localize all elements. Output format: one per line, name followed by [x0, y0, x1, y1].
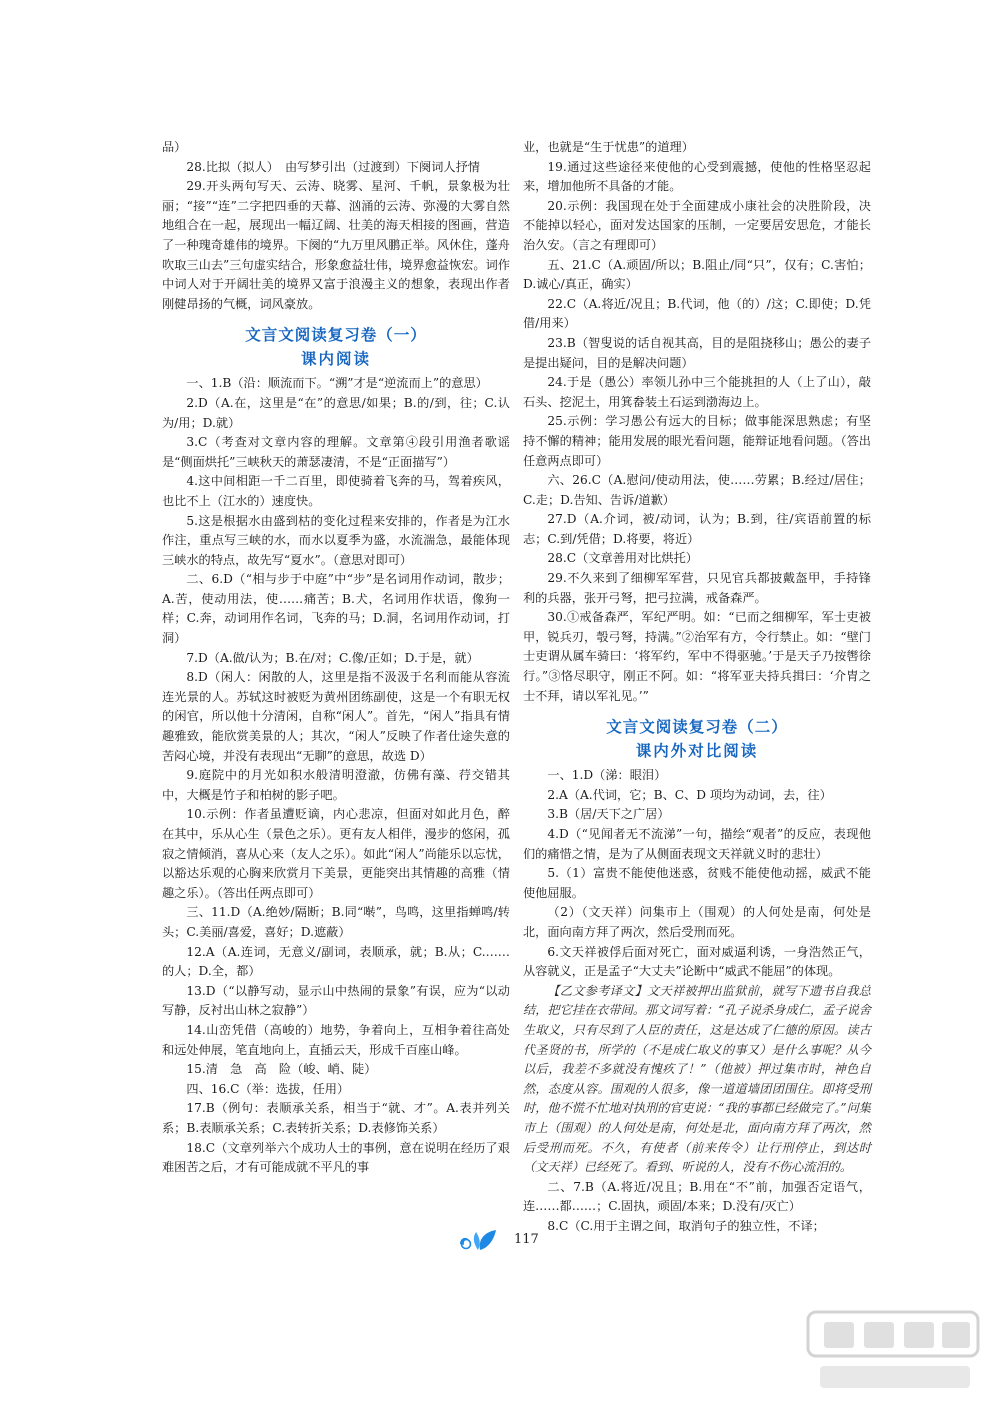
- answer-paragraph: 7.D（A.做/认为；B.在/对；C.像/正如；D.于是，就）: [186, 650, 479, 665]
- answer-paragraph: 二、7.B（A.将近/况且；B.用在“不”前，加强否定语气，连……都……；C.固执，顽固/本来；D.没有/灭亡）: [523, 1179, 871, 1214]
- answer-paragraph: 29.不久来到了细柳军军营，只见官兵都披戴盔甲，手持锋利的兵器，张开弓弩，把弓拉满，戒备森严。: [523, 571, 871, 605]
- answer-paragraph: 四、16.C（举：选拔，任用）: [186, 1081, 350, 1096]
- section-title: 文言文阅读复习卷（一）: [245, 326, 427, 345]
- answer-paragraph: 10.示例：作者虽遭贬谪，内心悲凉，但面对如此月色，醉在其中，乐从心生（景色之乐）。更有友人相伴，漫步的悠闲，孤寂之情倾消，喜从心来（友人之乐）。如此“闲人”尚能乐以忘忧，以豁达乐观的心胸来欣赏月下美景，更能突出其情趣的高雅（情趣之乐）。（答出任两点即可）: [162, 807, 510, 900]
- answer-paragraph: 17.B（例句：表顺承关系，相当于“就、才”。A.表并列关系；B.表顺承关系；C.表转折关系；D.表修饰关系）: [162, 1101, 510, 1135]
- answer-paragraph: 12.A（A.连词，无意义/副词，表顺承，就；B.从；C.……的人；D.全，都）: [162, 944, 510, 979]
- answer-paragraph: 13.D（“以静写动，显示山中热闹的景象”有误，应为“以动写静，反衬出山林之寂静”）: [162, 983, 510, 1018]
- answer-paragraph: 4.D（“见闻者无不流涕”一句，描绘“观者”的反应，表现他们的痛惜之情，是为了从侧面表现文天祥就义时的悲壮）: [523, 827, 871, 861]
- watermark-logo-icon: [800, 1300, 990, 1400]
- section-title: 课内阅读: [300, 350, 371, 369]
- answer-paragraph: 业，也就是“生于忧患”的道理）: [523, 140, 694, 154]
- answer-paragraph: 30.①戒备森严，军纪严明。如：“已而之细柳军，军士吏被甲，锐兵刃，彀弓弩，持满。”②治军有方，令行禁止。如：“壁门士吏谓从属车骑曰：‘将军约，军中不得驱驰。’于是天子乃按辔徐行。”③恪尽职守，刚正不阿。如：“将军亚夫持兵揖曰：‘介胄之士不拜，请以军礼见。’”: [523, 610, 871, 703]
- answer-paragraph: 8.D（闲人：闲散的人，这里是指不汲汲于名利而能从容流连光景的人。苏轼这时被贬为黄州团练副使，这是一个有职无权的闲官，所以他十分清闲，自称“闲人”。首先，“闲人”指具有情趣雅致，能欣赏美景的人；其次，“闲人”反映了作者仕途失意的苦闷心境，并没有表现出“无聊”的意思，故选 D）: [162, 670, 510, 763]
- right-column: [523, 138, 871, 1236]
- leaf-logo-icon: [454, 1226, 506, 1254]
- answer-paragraph: 六、26.C（A.慰问/使动用法，使……劳累；B.经过/居住；C.走；D.告知、告诉/道歉）: [523, 473, 871, 507]
- answer-paragraph: 二、6.D（“相与步于中庭”中“步”是名词用作动词，散步；A.苦，使动用法，使……痛苦；B.犬，名词用作状语，像狗一样；C.奔，动词用作名词，飞奔的马；D.洞，名词用作动词，打洞）: [162, 572, 510, 646]
- page-footer: [0, 1228, 1000, 1268]
- answer-paragraph: 2.A（A.代词，它；B、C、D 项均为动词，去，往）: [547, 787, 832, 802]
- answer-paragraph: 29.开头两句写天、云涛、晓雾、星河、千帆，景象极为壮丽；“接”“连”二字把四垂的天幕、汹涌的云涛、弥漫的大雾自然地组合在一起，展现出一幅辽阔、壮美的海天相接的图画，营造了一种瑰奇雄伟的境界。下阕的“九万里风鹏正举。风休住，蓬舟吹取三山去”三句虚实结合，形象愈益壮伟，境界愈益恢宏。词作中词人对于开阔壮美的境界又富于浪漫主义的想象，表现出作者刚健昂扬的气概，词风豪放。: [162, 179, 510, 311]
- answer-paragraph: 18.C（文章列举六个成功人士的事例，意在说明在经历了艰难困苦之后，才有可能成就不平凡的事: [162, 1140, 510, 1175]
- answer-paragraph: 28.C（文章善用对比烘托）: [547, 551, 698, 566]
- answer-paragraph: 5.（1）富贵不能使他迷惑，贫贱不能使他动摇，威武不能使他屈服。: [523, 866, 871, 900]
- answer-paragraph: 4.这中间相距一千二百里，即使骑着飞奔的马，驾着疾风，也比不上（江水的）速度快。: [162, 474, 510, 508]
- page-number: 117: [514, 1232, 539, 1247]
- answer-paragraph: 19.通过这些途径来使他的心受到震撼，使他的性格坚忍起来，增加他所不具备的才能。: [523, 159, 871, 194]
- answer-paragraph: 14.山峦凭借（高峻的）地势，争着向上，互相争着往高处和远处伸展，笔直地向上，直插云天，形成千百座山峰。: [162, 1022, 510, 1057]
- answer-paragraph: 23.B（智叟说的话自视其高，目的是阻挠移山；愚公的妻子是提出疑问，目的是解决问题）: [523, 335, 871, 370]
- answer-paragraph: 五、21.C（A.顽固/所以；B.阻止/同“只”，仅有；C.害怕；D.诚心/真正，确实）: [523, 257, 871, 292]
- answer-paragraph: 28.比拟（拟人） 由写梦引出（过渡到）下阕词人抒情: [186, 159, 480, 174]
- answer-paragraph: 【乙文参考译文】文天祥被押出监狱前，就写下遗书自我总结，把它挂在衣带间。那文词写着：“孔子说杀身成仁，孟子说舍生取义，只有尽到了人臣的责任，这是达成了仁德的原因。读古代圣贤的书，所学的（不是成仁取义的事又）是什么事呢？从今以后，我差不多就没有愧疚了！”（他被）押过集市时，神色自然，态度从容。围观的人很多，像一道道墙团团围住。即将受刑时，他不慌不忙地对执刑的官吏说：“我的事都已经做完了。”问集市上（围观）的人何处是南，何处是北，面向南方拜了两次，然后受刑而死。不久，有使者（前来传令）让行刑停止，到达时（文天祥）已经死了。看到、听说的人，没有不伤心流泪的。: [523, 983, 871, 1175]
- section-title: 课内外对比阅读: [635, 742, 759, 761]
- answer-paragraph: 3.B（居/天下之广居）: [547, 807, 670, 822]
- answer-paragraph: 一、1.B（沿：顺流而下。“溯”才是“逆流而上”的意思）: [186, 376, 488, 391]
- answer-paragraph: 2.D（A.在，这里是“在”的意思/如果；B.的/到，往；C.认为/用；D.就）: [162, 395, 510, 430]
- left-column: [162, 138, 510, 1178]
- answer-paragraph: 6.文天祥被俘后面对死亡，面对威逼利诱，一身浩然正气，从容就义，正是孟子“大丈夫”论断中“威武不能屈”的体现。: [523, 944, 871, 979]
- answer-paragraph: 一、1.D（涕：眼泪）: [547, 768, 667, 783]
- answer-paragraph: 25.示例：学习愚公有远大的目标；做事能深思熟虑；有坚持不懈的精神；能用发展的眼光看问题，能辩证地看问题。（答出任意两点即可）: [523, 414, 871, 468]
- answer-paragraph: 5.这是根据水由盛到枯的变化过程来安排的，作者是为江水作注，重点写三峡的水，而水以夏季为盛，水流湍急，最能体现三峡水的特点，故先写“夏水”。（意思对即可）: [162, 513, 510, 567]
- answer-paragraph: 3.C（考查对文章内容的理解。文章第④段引用渔者歌谣是“侧面烘托”三峡秋天的萧瑟凄清，不是“正面描写”）: [162, 435, 510, 469]
- section-title: 文言文阅读复习卷（二）: [606, 718, 788, 737]
- answer-paragraph: 20.示例：我国现在处于全面建成小康社会的决胜阶段，决不能掉以轻心，面对发达国家的压制，一定要居安思危，才能长治久安。（言之有理即可）: [523, 198, 871, 252]
- answer-paragraph: 8.C（C.用于主谓之间，取消句子的独立性，不译；: [547, 1218, 825, 1233]
- answer-paragraph: 27.D（A.介词，被/动词，认为；B.到，往/宾语前置的标志；C.到/凭借；D.将要，将近）: [523, 512, 871, 546]
- answer-paragraph: 三、11.D（A.绝妙/隔断；B.同“啭”，鸟鸣，这里指蝉鸣/转头；C.美丽/喜爱，喜好；D.遮蔽）: [162, 905, 510, 939]
- answer-paragraph: 15.清 急 高 险（峻、峭、陡）: [186, 1062, 377, 1077]
- answer-paragraph: （2）（文天祥）问集市上（围观）的人何处是南，何处是北，面向南方拜了两次，然后受刑而死。: [523, 905, 871, 939]
- answer-paragraph: 24.于是（愚公）率领儿孙中三个能挑担的人（上了山），敲石头、挖泥土，用箕畚装土石运到渤海边上。: [523, 375, 871, 409]
- answer-paragraph: 22.C（A.将近/况且；B.代词，他（的）/这；C.即使；D.凭借/用来）: [523, 296, 871, 331]
- answer-paragraph: 9.庭院中的月光如积水般清明澄澈，仿佛有藻、荇交错其中，大概是竹子和柏树的影子吧。: [162, 768, 510, 802]
- answer-paragraph: 品）: [162, 140, 187, 154]
